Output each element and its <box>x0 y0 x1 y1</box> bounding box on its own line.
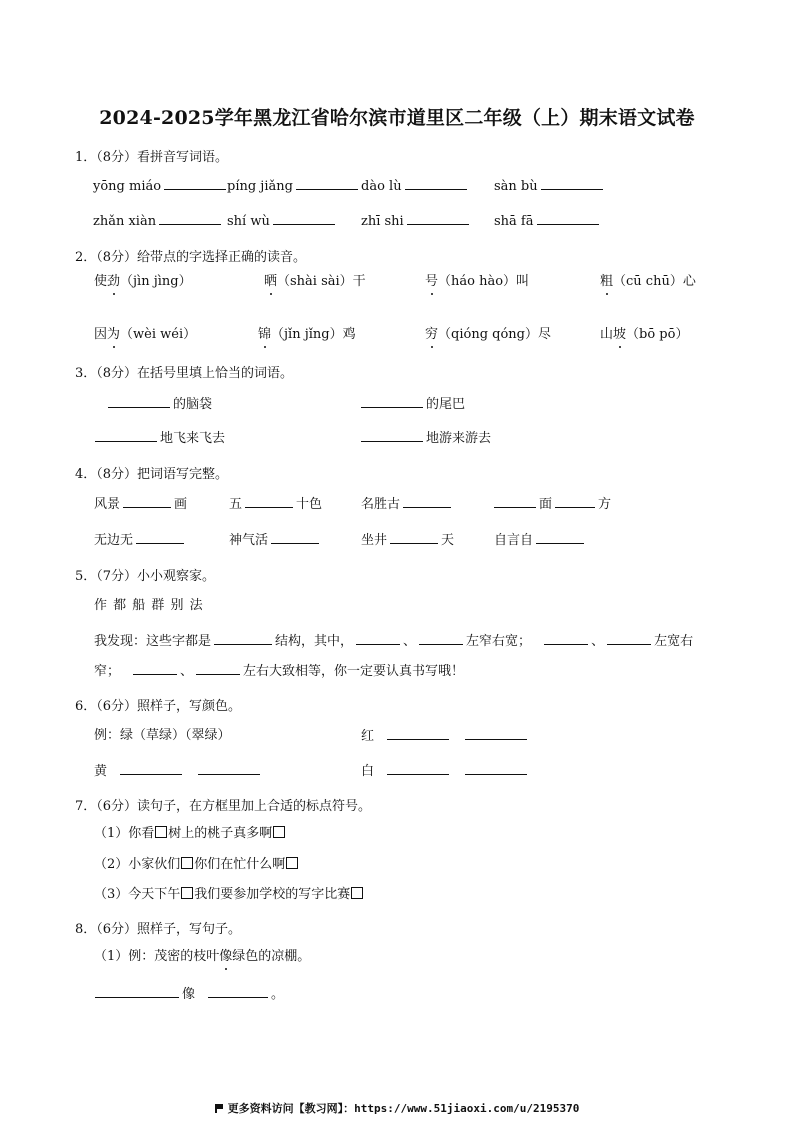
question-2-header <box>75 246 306 265</box>
question-number: 7． <box>75 799 97 814</box>
answer-blank[interactable] <box>136 531 184 544</box>
answer-blank[interactable] <box>123 495 171 508</box>
punctuation-box[interactable] <box>155 826 167 838</box>
dotted-char: 锦 <box>258 327 272 342</box>
answer-blank[interactable] <box>214 632 272 645</box>
punctuation-box[interactable] <box>181 857 193 869</box>
punctuation-box[interactable] <box>351 887 363 899</box>
question-number: 8． <box>75 922 97 937</box>
character-list: 作 都 船 群 别 法 <box>94 598 204 613</box>
dotted-char: 晒 <box>264 274 278 289</box>
question-number: 3． <box>75 366 97 381</box>
answer-blank[interactable] <box>403 495 451 508</box>
question-prompt: （6分）读句子，在方框里加上合适的标点符号。 <box>96 799 372 814</box>
answer-blank[interactable] <box>390 531 438 544</box>
pinyin-item: zhǎn xiàn <box>93 212 224 231</box>
color-item-yellow: 黄 <box>94 762 263 781</box>
question-number: 4． <box>75 467 97 482</box>
answer-blank[interactable] <box>541 177 603 190</box>
dotted-char: 粗 <box>600 274 614 289</box>
pinyin-item: sàn bù <box>494 177 606 196</box>
pinyin-item: shā fā <box>494 212 602 231</box>
reading-choice: 使劲（jìn jìng） <box>94 274 192 289</box>
fill-phrase: 地游来游去 <box>358 429 491 448</box>
answer-blank[interactable] <box>494 495 536 508</box>
answer-blank[interactable] <box>120 762 182 775</box>
answer-blank[interactable] <box>95 429 157 442</box>
answer-blank[interactable] <box>361 429 423 442</box>
question-7-header <box>75 795 371 814</box>
answer-blank[interactable] <box>387 727 449 740</box>
answer-blank[interactable] <box>108 395 170 408</box>
color-item-white: 白 <box>361 762 530 781</box>
page-title: 2024-2025学年黑龙江省哈尔滨市道里区二年级（上）期末语文试卷 <box>99 107 695 129</box>
answer-blank[interactable] <box>164 177 226 190</box>
reading-choice: 锦（jǐn jǐng）鸡 <box>258 327 356 342</box>
color-example: 例：绿（草绿）（翠绿） <box>94 728 231 743</box>
answer-blank[interactable] <box>159 212 221 225</box>
reading-choice: 粗（cū chū）心 <box>600 274 696 289</box>
answer-blank[interactable] <box>356 632 400 645</box>
flag-icon <box>215 1104 225 1113</box>
question-number: 5． <box>75 569 97 584</box>
reading-choice: 晒（shài sài）干 <box>264 274 366 289</box>
answer-blank[interactable] <box>419 632 463 645</box>
answer-blank[interactable] <box>196 662 240 675</box>
observation-line-2: 窄； 、 左右大致相等，你一定要认真书写哦！ <box>94 664 465 679</box>
footer-link[interactable]: 更多资料访问【教习网】：https://www.51jiaoxi.com/u/2195370 <box>0 1100 794 1116</box>
fill-phrase: 的尾巴 <box>358 395 465 414</box>
question-prompt: （8分）把词语写完整。 <box>96 467 229 482</box>
answer-blank[interactable] <box>465 727 527 740</box>
dotted-char: 为 <box>107 327 121 342</box>
answer-blank[interactable] <box>198 762 260 775</box>
answer-blank[interactable] <box>361 395 423 408</box>
answer-blank[interactable] <box>245 495 293 508</box>
answer-blank[interactable] <box>405 177 467 190</box>
answer-blank[interactable] <box>273 212 335 225</box>
question-prompt: （7分）小小观察家。 <box>96 569 216 584</box>
idiom-item: 坐井 天 <box>361 533 455 548</box>
idiom-item: 风景 画 <box>94 497 188 512</box>
question-1-header <box>75 146 228 165</box>
question-number: 1． <box>75 150 97 165</box>
answer-blank[interactable] <box>95 985 179 998</box>
answer-blank[interactable] <box>536 531 584 544</box>
answer-blank[interactable] <box>296 177 358 190</box>
idiom-item: 无边无 <box>94 531 187 550</box>
dotted-char: 像 <box>219 949 233 964</box>
question-prompt: （6分）照样子，写句子。 <box>96 922 242 937</box>
question-6-header <box>75 695 241 714</box>
sentence-fill: 像 。 <box>92 985 284 1004</box>
observation-line-1: 我发现：这些字都是 结构，其中， 、 左窄右宽； 、 左宽右 <box>94 634 694 649</box>
question-8-header <box>75 918 241 937</box>
answer-blank[interactable] <box>407 212 469 225</box>
question-number: 6． <box>75 699 97 714</box>
question-prompt: （8分）给带点的字选择正确的读音。 <box>96 250 307 265</box>
idiom-item: 神气活 <box>229 531 322 550</box>
question-number: 2． <box>75 250 97 265</box>
punctuation-sentence-3: （3）今天下午 我们要参加学校的写字比赛 <box>94 886 364 904</box>
answer-blank[interactable] <box>555 495 595 508</box>
reading-choice: 穷（qióng qóng）尽 <box>425 327 551 342</box>
question-prompt: （6分）照样子，写颜色。 <box>96 699 242 714</box>
reading-choice: 因为（wèi wéi） <box>94 327 197 342</box>
dotted-char: 穷 <box>425 327 439 342</box>
pinyin-item: zhī shi <box>361 212 472 231</box>
idiom-item: 自言自 <box>494 531 587 550</box>
idiom-item: 名胜古 <box>361 495 454 514</box>
pinyin-item: píng jiǎng <box>227 177 361 196</box>
dotted-char: 劲 <box>107 274 121 289</box>
fill-phrase: 地飞来飞去 <box>92 429 225 448</box>
sentence-example: （1）例：茂密的枝叶像绿色的凉棚。 <box>94 949 311 964</box>
question-5-header <box>75 565 215 584</box>
punctuation-sentence-2: （2）小家伙们 你们在忙什么啊 <box>94 856 299 874</box>
pinyin-item: yōng miáo <box>93 177 229 196</box>
color-item-red: 红 <box>361 727 530 746</box>
dotted-char: 坡 <box>613 327 627 342</box>
punctuation-sentence-1: （1）你看 树上的桃子真多啊 <box>94 825 286 843</box>
answer-blank[interactable] <box>544 632 588 645</box>
question-4-header <box>75 463 228 482</box>
answer-blank[interactable] <box>133 662 177 675</box>
answer-blank[interactable] <box>387 762 449 775</box>
punctuation-box[interactable] <box>181 887 193 899</box>
idiom-item: 五 十色 <box>229 497 323 512</box>
question-prompt: （8分）看拼音写词语。 <box>96 150 229 165</box>
answer-blank[interactable] <box>607 632 651 645</box>
punctuation-box[interactable] <box>273 826 285 838</box>
dotted-char: 号 <box>425 274 439 289</box>
answer-blank[interactable] <box>271 531 319 544</box>
answer-blank[interactable] <box>208 985 268 998</box>
fill-phrase: 的脑袋 <box>105 395 212 414</box>
punctuation-box[interactable] <box>286 857 298 869</box>
question-3-header <box>75 362 293 381</box>
pinyin-item: shí wù <box>227 212 338 231</box>
pinyin-item: dào lù <box>361 177 470 196</box>
answer-blank[interactable] <box>537 212 599 225</box>
question-prompt: （8分）在括号里填上恰当的词语。 <box>96 366 294 381</box>
reading-choice: 山坡（bō pō） <box>600 327 689 342</box>
answer-blank[interactable] <box>465 762 527 775</box>
idiom-item: 面 方 <box>491 495 611 514</box>
reading-choice: 号（háo hào）叫 <box>425 274 530 289</box>
